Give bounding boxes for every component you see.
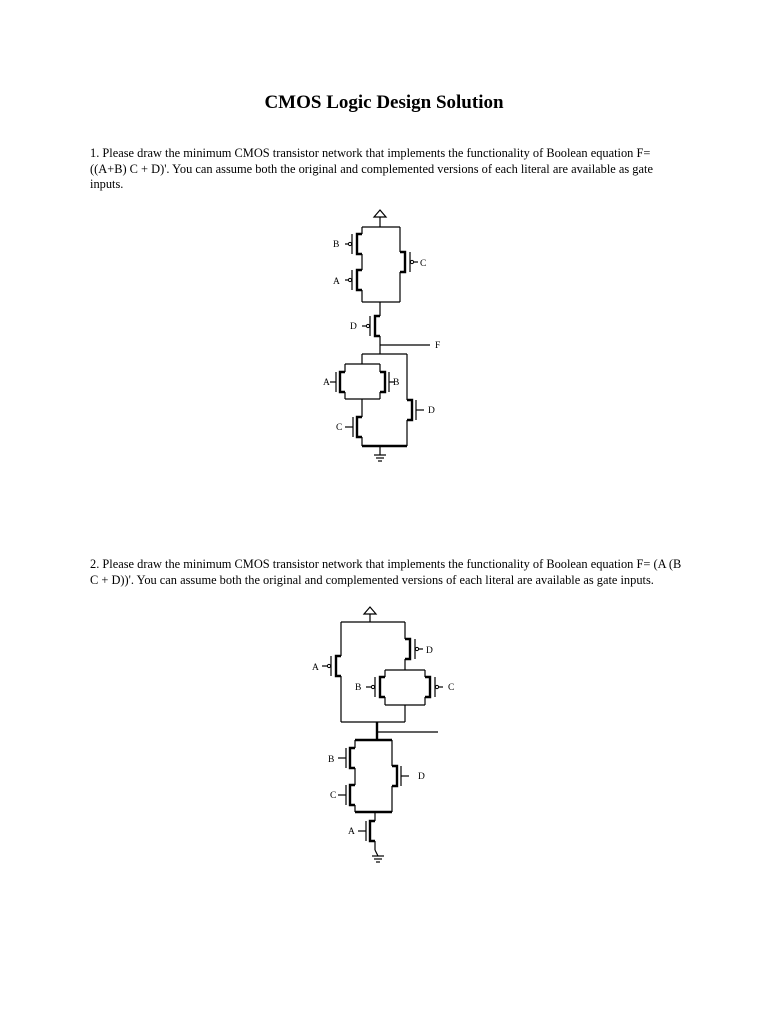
- label-b-pull-up: B: [355, 683, 362, 693]
- vdd-symbol: [364, 607, 376, 622]
- label-b-pull-down: B: [328, 755, 335, 765]
- ground-symbol: [372, 850, 384, 862]
- vdd-symbol: [374, 210, 386, 227]
- ground-symbol: [374, 446, 386, 461]
- output-node: [377, 722, 438, 740]
- question-2-text: 2. Please draw the minimum CMOS transistor network that implements the functionality of Boolean equation F= (A (B C + D))'. You can assume both the original and complemented versions of each literal are available as gate inputs.: [90, 557, 682, 587]
- label-c-pull-up: C: [420, 259, 427, 269]
- pull-down-network: [330, 354, 424, 446]
- label-a-pull-down: A: [323, 378, 330, 388]
- label-a-pull-up: A: [312, 663, 319, 673]
- label-a-pull-down: A: [348, 827, 355, 837]
- page-title: CMOS Logic Design Solution: [264, 92, 504, 113]
- question-1-text: 1. Please draw the minimum CMOS transistor network that implements the functionality of Boolean equation F= ((A+B) C + D)'. You can assume both the original and complemented versions of each literal are available as gate inputs.: [90, 146, 653, 192]
- label-d-pull-down: D: [428, 406, 435, 416]
- circuit-diagram-2: [0, 600, 768, 868]
- pull-up-network: [345, 227, 418, 354]
- label-d-pull-up: D: [350, 322, 357, 332]
- circuit-diagram-1: [0, 200, 768, 470]
- label-d-pull-up: D: [426, 646, 433, 656]
- label-a-pull-up: A: [333, 277, 340, 287]
- label-c-pull-down: C: [336, 423, 343, 433]
- label-d-pull-down: D: [418, 772, 425, 782]
- label-c-pull-down: C: [330, 791, 337, 801]
- label-b-pull-down: B: [393, 378, 400, 388]
- pull-up-network: [322, 622, 443, 722]
- label-b-pull-up: B: [333, 240, 340, 250]
- label-output-f: F: [435, 341, 441, 351]
- label-c-pull-up: C: [448, 683, 455, 693]
